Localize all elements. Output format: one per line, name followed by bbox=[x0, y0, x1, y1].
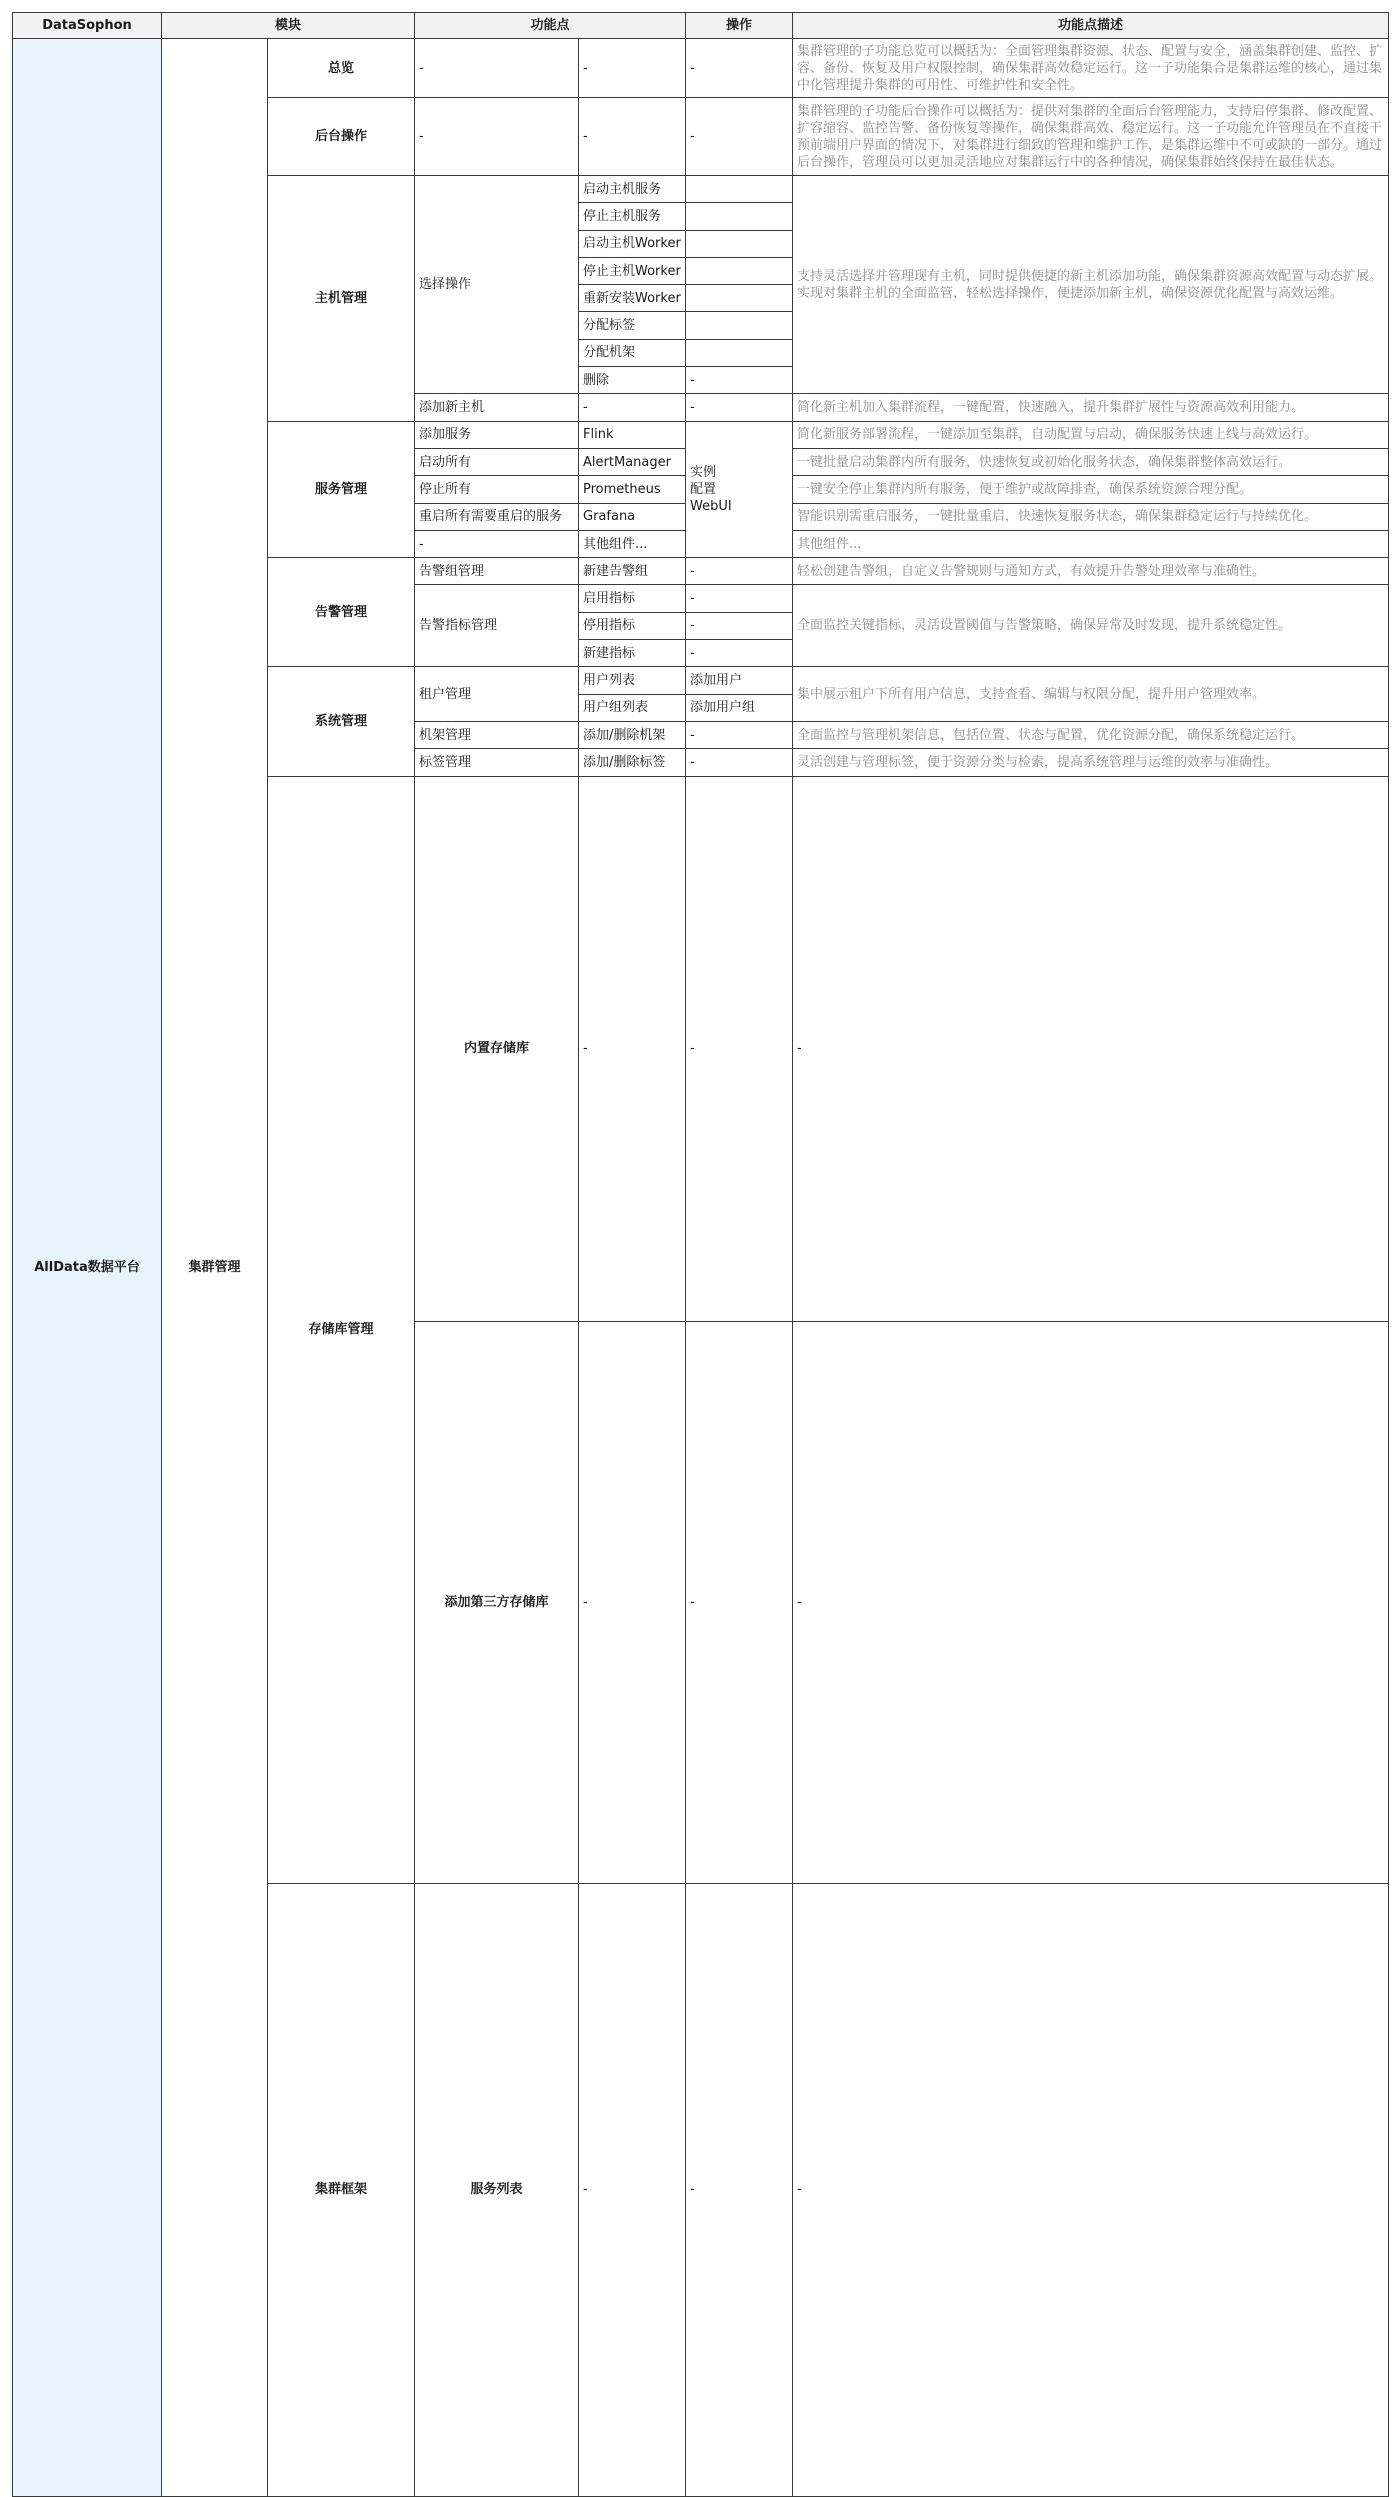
module-cluster: 集群管理 bbox=[162, 39, 268, 2497]
operation-cell bbox=[686, 285, 793, 312]
sub-feature-cell: 删除 bbox=[579, 367, 686, 394]
sub-feature-cell: - bbox=[686, 1883, 793, 2496]
submodule-service: 服务管理 bbox=[268, 421, 415, 557]
operation-cell bbox=[686, 203, 793, 230]
submodule-alert: 告警管理 bbox=[268, 558, 415, 667]
header-description: 功能点描述 bbox=[793, 13, 1389, 39]
sub-feature-cell: 用户列表 bbox=[579, 667, 686, 694]
operation-cell bbox=[686, 312, 793, 339]
description-cell: 一键批量启动集群内所有服务，快速恢复或初始化服务状态，确保集群整体高效运行。 bbox=[793, 448, 1389, 475]
operation-cell: - bbox=[686, 394, 793, 421]
sub-feature-cell: 添加/删除机架 bbox=[579, 721, 686, 748]
feature-cell: - bbox=[415, 98, 579, 176]
header-row bbox=[13, 13, 1389, 39]
sub-feature-cell: - bbox=[686, 776, 793, 1321]
operation-cell: - bbox=[686, 39, 793, 98]
sub-feature-cell: 新建告警组 bbox=[579, 558, 686, 585]
sub-feature-cell: Flink bbox=[579, 421, 686, 448]
sub-feature-cell: 重新安装Worker bbox=[579, 285, 686, 312]
description-line: 实现对集群主机的全面监管，轻松选择操作，便捷添加新主机，确保资源优化配置与高效运维。 bbox=[797, 285, 1344, 301]
sub-feature-cell: 分配机架 bbox=[579, 339, 686, 366]
submodule-host: 主机管理 bbox=[268, 176, 415, 422]
feature-restart-needed: 重启所有需要重启的服务 bbox=[415, 503, 579, 530]
sub-feature-cell: - bbox=[579, 98, 686, 176]
sub-feature-cell: 新建指标 bbox=[579, 640, 686, 667]
operation-cell: 添加用户组 bbox=[686, 694, 793, 721]
operation-cell: - bbox=[686, 749, 793, 776]
description-cell: 集群管理的子功能总览可以概括为：全面管理集群资源、状态、配置与安全，涵盖集群创建、监控、扩容、备份、恢复及用户权限控制，确保集群高效稳定运行。这一子功能集合是集群运维的核心，通过集中化管理提升集群的可用性、可维护性和安全性。 bbox=[793, 39, 1389, 98]
feature-alert-metric: 告警指标管理 bbox=[415, 585, 579, 667]
description-cell: 全面监控关键指标，灵活设置阈值与告警策略，确保异常及时发现，提升系统稳定性。 bbox=[793, 585, 1389, 667]
description-cell: 集群管理的子功能后台操作可以概括为：提供对集群的全面后台管理能力，支持启停集群、修改配置、扩容缩容、监控告警、备份恢复等操作，确保集群高效、稳定运行。这一子功能允许管理员在不直接干预前端用户界面的情况下，对集群进行细致的管理和维护工作，是集群运维中不可或缺的一部分。通过后台操作，管理员可以更加灵活地应对集群运行中的各种情况，确保集群始终保持在最佳状态。 bbox=[793, 98, 1389, 176]
sub-feature-cell: 添加/删除标签 bbox=[579, 749, 686, 776]
operation-item: 配置 bbox=[690, 481, 717, 497]
sub-feature-cell: - bbox=[686, 1321, 793, 1883]
feature-cell: - bbox=[579, 1883, 686, 2496]
sub-feature-cell: 用户组列表 bbox=[579, 694, 686, 721]
header-feature: 功能点 bbox=[415, 13, 686, 39]
feature-add-host: 添加新主机 bbox=[415, 394, 579, 421]
operation-cell: - bbox=[686, 558, 793, 585]
feature-cell: - bbox=[579, 1321, 686, 1883]
sub-feature-cell: 其他组件... bbox=[579, 530, 686, 557]
feature-table bbox=[12, 12, 1389, 2497]
operation-cell: - bbox=[686, 98, 793, 176]
operation-cell: - bbox=[686, 367, 793, 394]
table-row bbox=[13, 39, 1389, 98]
operation-cell: - bbox=[793, 1883, 1389, 2496]
sub-feature-cell: 启动主机Worker bbox=[579, 230, 686, 257]
module-storage: 存储库管理 bbox=[268, 776, 415, 1883]
operation-cell: 添加用户 bbox=[686, 667, 793, 694]
module-framework: 集群框架 bbox=[268, 1883, 415, 2496]
feature-tenant: 租户管理 bbox=[415, 667, 579, 722]
feature-cell: - bbox=[415, 39, 579, 98]
feature-add-service: 添加服务 bbox=[415, 421, 579, 448]
sub-feature-cell: - bbox=[579, 394, 686, 421]
sub-feature-cell: 启用指标 bbox=[579, 585, 686, 612]
description-cell: 灵活创建与管理标签，便于资源分类与检索，提高系统管理与运维的效率与准确性。 bbox=[793, 749, 1389, 776]
description-cell: 轻松创建告警组，自定义告警规则与通知方式，有效提升告警处理效率与准确性。 bbox=[793, 558, 1389, 585]
operation-cell: - bbox=[686, 612, 793, 639]
description-cell: 一键安全停止集群内所有服务，便于维护或故障排查，确保系统资源合理分配。 bbox=[793, 476, 1389, 503]
operation-cell: - bbox=[686, 721, 793, 748]
feature-rack: 机架管理 bbox=[415, 721, 579, 748]
sub-feature-cell: Grafana bbox=[579, 503, 686, 530]
feature-label: 标签管理 bbox=[415, 749, 579, 776]
feature-alert-group: 告警组管理 bbox=[415, 558, 579, 585]
operation-item: 实例 bbox=[690, 464, 717, 480]
sub-feature-cell: 启动主机服务 bbox=[579, 176, 686, 203]
operation-item: WebUI bbox=[690, 498, 732, 514]
sub-feature-cell: AlertManager bbox=[579, 448, 686, 475]
description-line: 支持灵活选择并管理现有主机，同时提供便捷的新主机添加功能，确保集群资源高效配置与动态扩展。 bbox=[797, 268, 1383, 284]
header-operation: 操作 bbox=[686, 13, 793, 39]
description-cell: 智能识别需重启服务，一键批量重启，快速恢复服务状态，确保集群稳定运行与持续优化。 bbox=[793, 503, 1389, 530]
operation-cell: - bbox=[793, 776, 1389, 1321]
operation-service bbox=[686, 421, 793, 557]
platform-cell: AllData数据平台 bbox=[13, 39, 162, 2497]
operation-cell bbox=[686, 257, 793, 284]
description-host bbox=[793, 176, 1389, 394]
sub-feature-cell: 停止主机服务 bbox=[579, 203, 686, 230]
sub-feature-cell: 分配标签 bbox=[579, 312, 686, 339]
feature-start-all: 启动所有 bbox=[415, 448, 579, 475]
description-cell: 其他组件... bbox=[793, 530, 1389, 557]
submodule-overview: 总览 bbox=[268, 39, 415, 98]
sub-feature-cell: - bbox=[579, 39, 686, 98]
header-platform: DataSophon bbox=[13, 13, 162, 39]
submodule-system: 系统管理 bbox=[268, 667, 415, 776]
description-cell: 集中展示租户下所有用户信息，支持查看、编辑与权限分配，提升用户管理效率。 bbox=[793, 667, 1389, 722]
submodule-service-list: 服务列表 bbox=[415, 1883, 579, 2496]
operation-cell: - bbox=[793, 1321, 1389, 1883]
feature-select-op: 选择操作 bbox=[415, 176, 579, 394]
submodule-third-store: 添加第三方存储库 bbox=[415, 1321, 579, 1883]
description-cell: 简化新服务部署流程，一键添加至集群，自动配置与启动，确保服务快速上线与高效运行。 bbox=[793, 421, 1389, 448]
submodule-backend: 后台操作 bbox=[268, 98, 415, 176]
sub-feature-cell: 停止主机Worker bbox=[579, 257, 686, 284]
submodule-builtin-store: 内置存储库 bbox=[415, 776, 579, 1321]
sub-feature-cell: Prometheus bbox=[579, 476, 686, 503]
header-module: 模块 bbox=[162, 13, 415, 39]
description-cell: 简化新主机加入集群流程，一键配置，快速融入，提升集群扩展性与资源高效利用能力。 bbox=[793, 394, 1389, 421]
feature-cell: - bbox=[579, 776, 686, 1321]
operation-cell bbox=[686, 230, 793, 257]
description-cell: 全面监控与管理机架信息，包括位置、状态与配置，优化资源分配，确保系统稳定运行。 bbox=[793, 721, 1389, 748]
feature-stop-all: 停止所有 bbox=[415, 476, 579, 503]
operation-cell: - bbox=[686, 640, 793, 667]
operation-cell bbox=[686, 339, 793, 366]
operation-cell: - bbox=[686, 585, 793, 612]
feature-cell: - bbox=[415, 530, 579, 557]
operation-cell bbox=[686, 176, 793, 203]
sub-feature-cell: 停用指标 bbox=[579, 612, 686, 639]
